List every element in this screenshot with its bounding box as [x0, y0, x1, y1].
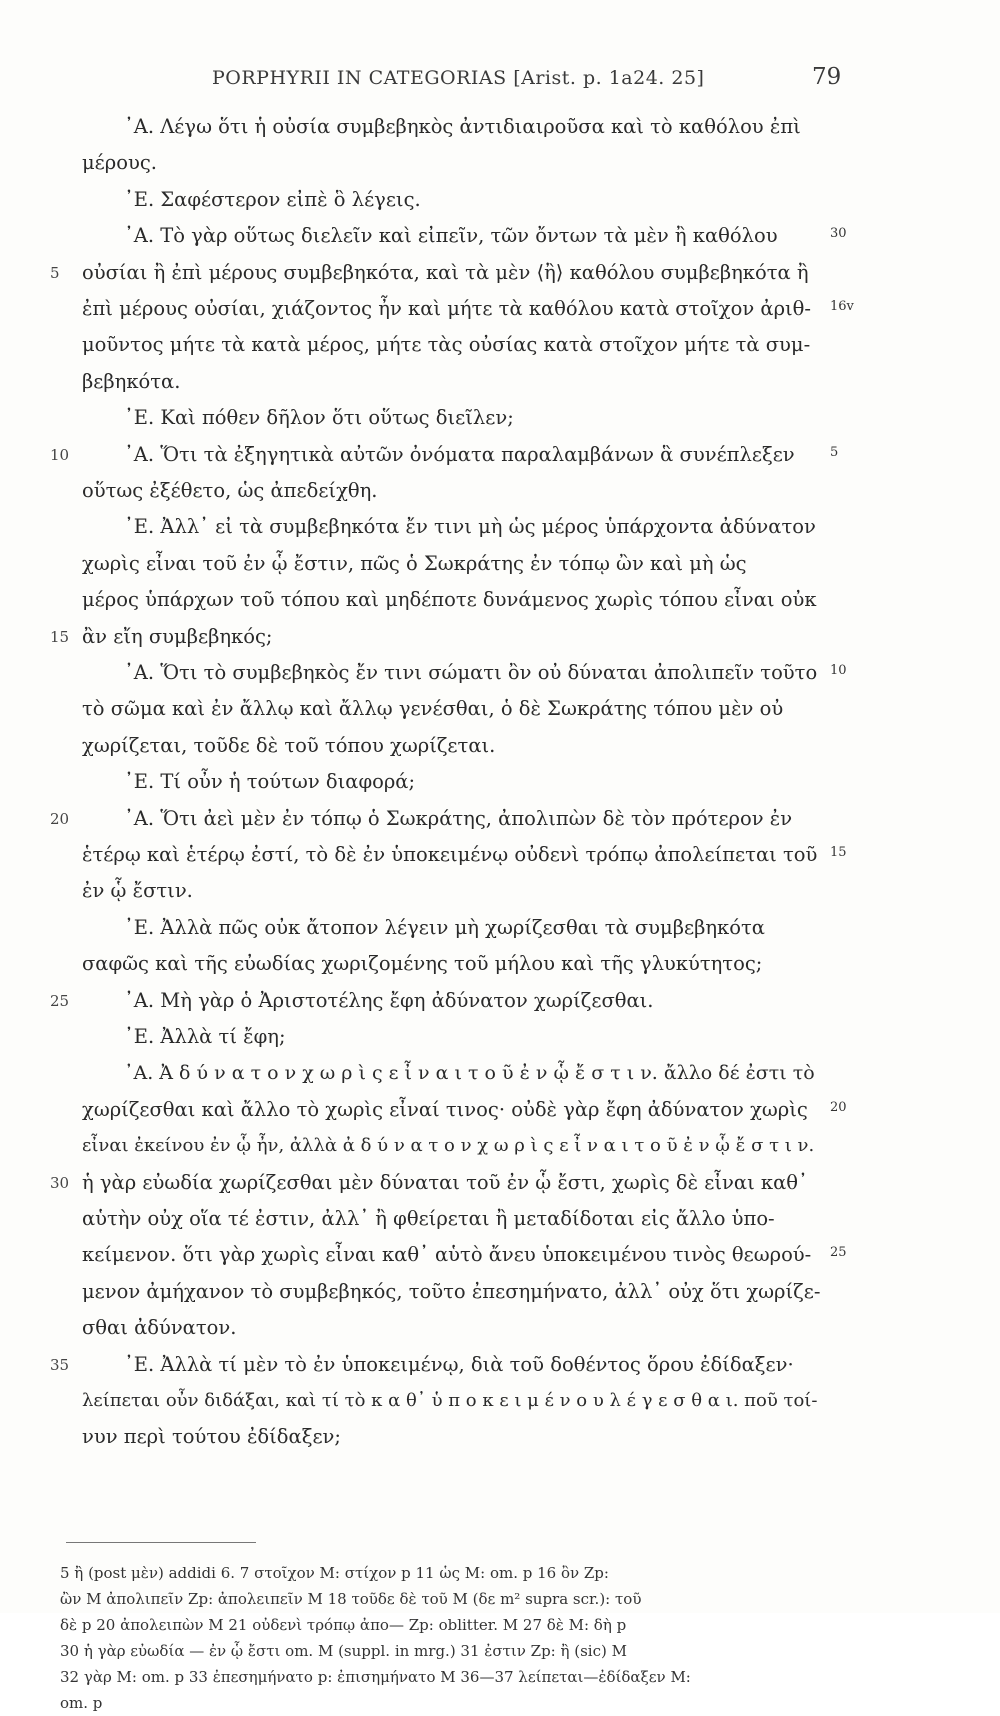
text-line	[0, 367, 1000, 401]
line-text: ᾿Ε. Ἀλλ᾿ εἰ τὰ συμβεβηκότα ἔν τινι μὴ ὡς μέρος ὑπάρχοντα ἀδύνατον	[124, 515, 816, 539]
text-line	[0, 767, 1000, 801]
line-text: ἐν ᾧ ἔστιν.	[82, 879, 193, 903]
line-text: μενον ἀμήχανον τὸ συμβεβηκός, τοῦτο ἐπεσημήνατο, ἀλλ᾿ οὐχ ὅτι χωρίζε-	[82, 1279, 821, 1303]
line-text: ᾿Ε. Ἀλλὰ τί ἔφη;	[124, 1025, 286, 1048]
apparatus-line: 5 ἢ (post μὲν) addidi 6. 7 στοῖχον M: στίχον p 11 ὡς M: om. p 16 ὂν Zp:	[60, 1564, 609, 1582]
critical-apparatus	[60, 1560, 860, 1716]
text-line	[0, 221, 1000, 255]
text-line	[0, 1350, 1000, 1384]
running-header: PORPHYRII IN CATEGORIAS [Arist. p. 1a24. 25]	[212, 67, 705, 89]
line-text: αὑτὴν οὐχ οἵα τέ ἐστιν, ἀλλ᾿ ἢ φθείρεται ἢ μεταδίδοται εἰς ἄλλο ὑπο-	[82, 1207, 775, 1230]
margin-reference: 10	[830, 663, 847, 678]
line-text: ᾿Α. Μὴ γὰρ ὁ Ἀριστοτέλης ἔφη ἀδύνατον χωρίζεσθαι.	[124, 988, 654, 1012]
line-text: ᾿Ε. Καὶ πόθεν δῆλον ὅτι οὕτως διεῖλεν;	[124, 406, 514, 430]
line-number: 15	[50, 627, 70, 646]
line-text: νυν περὶ τούτου ἐδίδαξεν;	[82, 1425, 341, 1449]
margin-reference: 5	[830, 444, 839, 460]
line-text: ἑτέρῳ καὶ ἑτέρῳ ἐστί, τὸ δὲ ἐν ὑποκειμένῳ οὐδενὶ τρόπῳ ἀπολείπεται τοῦ	[82, 843, 818, 866]
text-line	[0, 1204, 1000, 1238]
line-text: τὸ σῶμα καὶ ἐν ἄλλῳ καὶ ἄλλῳ γενέσθαι, ὁ δὲ Σωκράτης τόπου μὲν οὐ	[82, 697, 784, 721]
apparatus-line: 30 ἡ γὰρ εὐωδία — ἐν ᾧ ἔστι om. M (suppl. in mrg.) 31 ἐστιν Zp: ἢ (sic) M	[60, 1642, 627, 1660]
line-number: 20	[50, 809, 70, 828]
text-line	[0, 913, 1000, 947]
line-text: ᾿Α. Ὅτι τὸ συμβεβηκὸς ἔν τινι σώματι ὂν οὐ δύναται ἀπολιπεῖν τοῦτο	[124, 661, 818, 684]
line-text: σαφῶς καὶ τῆς εὐωδίας χωριζομένης τοῦ μήλου καὶ τῆς γλυκύτητος;	[82, 952, 763, 976]
line-number: 5	[50, 263, 60, 282]
line-text: ᾿Α. Τὸ γὰρ οὕτως διελεῖν καὶ εἰπεῖν, τῶν ὄντων τὰ μὲν ἢ καθόλου	[124, 224, 778, 248]
footnote-rule	[66, 1542, 256, 1543]
text-line	[0, 949, 1000, 983]
text-line	[0, 1131, 1000, 1165]
line-text: λείπεται οὖν διδάξαι, καὶ τί τὸ κ α θ᾿ ὑ π ο κ ε ι μ έ ν ο υ λ έ γ ε σ θ α ι. ποῦ τοί-	[82, 1390, 818, 1411]
text-line	[0, 1277, 1000, 1311]
line-text: βεβηκότα.	[82, 369, 181, 393]
line-text: ἐπὶ μέρους οὐσίαι, χιάζοντος ἦν καὶ μήτε τὰ καθόλου κατὰ στοῖχον ἀριθ-	[82, 297, 812, 320]
line-text: ᾿Α. Ὅτι τὰ ἐξηγητικὰ αὐτῶν ὀνόματα παραλαμβάνων ἃ συνέπλεξεν	[124, 442, 795, 466]
text-line	[0, 1022, 1000, 1056]
line-text: μέρος ὑπάρχων τοῦ τόπου καὶ μηδέποτε δυνάμενος χωρὶς τόπου εἶναι οὐκ	[82, 588, 817, 612]
line-text: σθαι ἀδύνατον.	[82, 1316, 237, 1340]
line-text: χωρίζεται, τοῦδε δὲ τοῦ τόπου χωρίζεται.	[82, 733, 496, 757]
line-number: 35	[50, 1355, 70, 1374]
line-number: 30	[50, 1173, 70, 1192]
margin-reference: 20	[830, 1099, 847, 1115]
text-line	[0, 512, 1000, 546]
text-line	[0, 1313, 1000, 1347]
text-line	[0, 330, 1000, 364]
line-text: οὕτως ἐξέθετο, ὡς ἀπεδείχθη.	[82, 479, 378, 502]
line-text: ᾿Α. Λέγω ὅτι ἡ οὐσία συμβεβηκὸς ἀντιδιαιροῦσα καὶ τὸ καθόλου ἐπὶ	[124, 115, 801, 138]
apparatus-line: 32 γὰρ M: om. p 33 ἐπεσημήνατο p: ἐπισημήνατο M 36—37 λείπεται—ἐδίδαξεν M:	[60, 1668, 691, 1686]
text-line	[0, 403, 1000, 437]
text-line	[0, 694, 1000, 728]
line-text: ᾿Ε. Ἀλλὰ πῶς οὐκ ἄτοπον λέγειν μὴ χωρίζεσθαι τὰ συμβεβηκότα	[124, 915, 765, 939]
text-line	[0, 185, 1000, 219]
text-line	[0, 876, 1000, 910]
line-text: ἂν εἴη συμβεβηκός;	[82, 624, 273, 648]
line-text: μέρους.	[82, 151, 157, 175]
line-text: ᾿Α. Ὅτι ἀεὶ μὲν ἐν τόπῳ ὁ Σωκράτης, ἀπολιπὼν δὲ τὸν πρότερον ἐν	[124, 806, 793, 830]
text-line	[0, 549, 1000, 583]
text-line	[0, 476, 1000, 510]
line-text: ᾿Α. Ἀ δ ύ ν α τ ο ν χ ω ρ ὶ ς ε ἶ ν α ι τ ο ῦ ἐ ν ᾧ ἔ σ τ ι ν. ἄλλο δέ ἐστι τὸ	[124, 1062, 815, 1085]
apparatus-line: om. p	[60, 1694, 103, 1712]
text-line	[0, 840, 1000, 874]
text-line	[0, 294, 1000, 328]
line-text: ᾿Ε. Ἀλλὰ τί μὲν τὸ ἐν ὑποκειμένῳ, διὰ τοῦ δοθέντος ὅρου ἐδίδαξεν·	[124, 1352, 794, 1376]
line-text: μοῦντος μήτε τὰ κατὰ μέρος, μήτε τὰς οὐσίας κατὰ στοῖχον μήτε τὰ συμ-	[82, 333, 811, 357]
line-text: οὐσίαι ἢ ἐπὶ μέρους συμβεβηκότα, καὶ τὰ μὲν ⟨ἢ⟩ καθόλου συμβεβηκότα ἢ	[82, 260, 809, 284]
margin-reference: 15	[830, 845, 847, 860]
text-line	[0, 148, 1000, 182]
text-line	[0, 658, 1000, 692]
text-line	[0, 258, 1000, 292]
line-text: ᾿Ε. Τί οὖν ἡ τούτων διαφορά;	[124, 770, 416, 794]
apparatus-line: ὢν M ἀπολιπεῖν Zp: ἀπολειπεῖν M 18 τοῦδε δὲ τοῦ M (δε m² supra scr.): τοῦ	[60, 1590, 642, 1608]
line-text: κείμενον. ὅτι γὰρ χωρὶς εἶναι καθ᾿ αὑτὸ ἄνευ ὑποκειμένου τινὸς θεωρού-	[82, 1243, 812, 1267]
line-number: 25	[50, 991, 70, 1010]
text-line	[0, 622, 1000, 656]
line-text: χωρίζεσθαι καὶ ἄλλο τὸ χωρὶς εἶναί τινος· οὐδὲ γὰρ ἔφη ἀδύνατον χωρὶς	[82, 1097, 808, 1121]
text-line	[0, 804, 1000, 838]
text-line	[0, 986, 1000, 1020]
line-number: 10	[50, 445, 70, 464]
text-line	[0, 1422, 1000, 1456]
text-line	[0, 1095, 1000, 1129]
text-line	[0, 585, 1000, 619]
apparatus-line: δὲ p 20 ἀπολειπὼν M 21 οὐδενὶ τρόπῳ ἀπο— Zp: oblitter. M 27 δὲ M: δὴ p	[60, 1616, 627, 1634]
text-line	[0, 440, 1000, 474]
margin-reference: 16v	[830, 299, 854, 314]
text-line	[0, 731, 1000, 765]
text-line	[0, 1058, 1000, 1092]
page-number: 79	[812, 64, 842, 90]
line-text: ᾿Ε. Σαφέστερον εἰπὲ ὃ λέγεις.	[124, 187, 421, 211]
margin-reference: 25	[830, 1245, 847, 1261]
line-text: εἶναι ἐκείνου ἐν ᾧ ἦν, ἀλλὰ ἀ δ ύ ν α τ ο ν χ ω ρ ὶ ς ε ἶ ν α ι τ ο ῦ ἐ ν ᾧ ἔ σ τ ι ν.	[82, 1135, 815, 1157]
text-line	[0, 1168, 1000, 1202]
margin-reference: 30	[830, 226, 847, 242]
text-line	[0, 1240, 1000, 1274]
line-text: χωρὶς εἶναι τοῦ ἐν ᾧ ἔστιν, πῶς ὁ Σωκράτης ἐν τόπῳ ὢν καὶ μὴ ὡς	[82, 551, 747, 575]
text-line	[0, 112, 1000, 146]
line-text: ἡ γὰρ εὐωδία χωρίζεσθαι μὲν δύναται τοῦ ἐν ᾧ ἔστι, χωρὶς δὲ εἶναι καθ᾿	[82, 1170, 808, 1194]
text-line	[0, 1386, 1000, 1420]
